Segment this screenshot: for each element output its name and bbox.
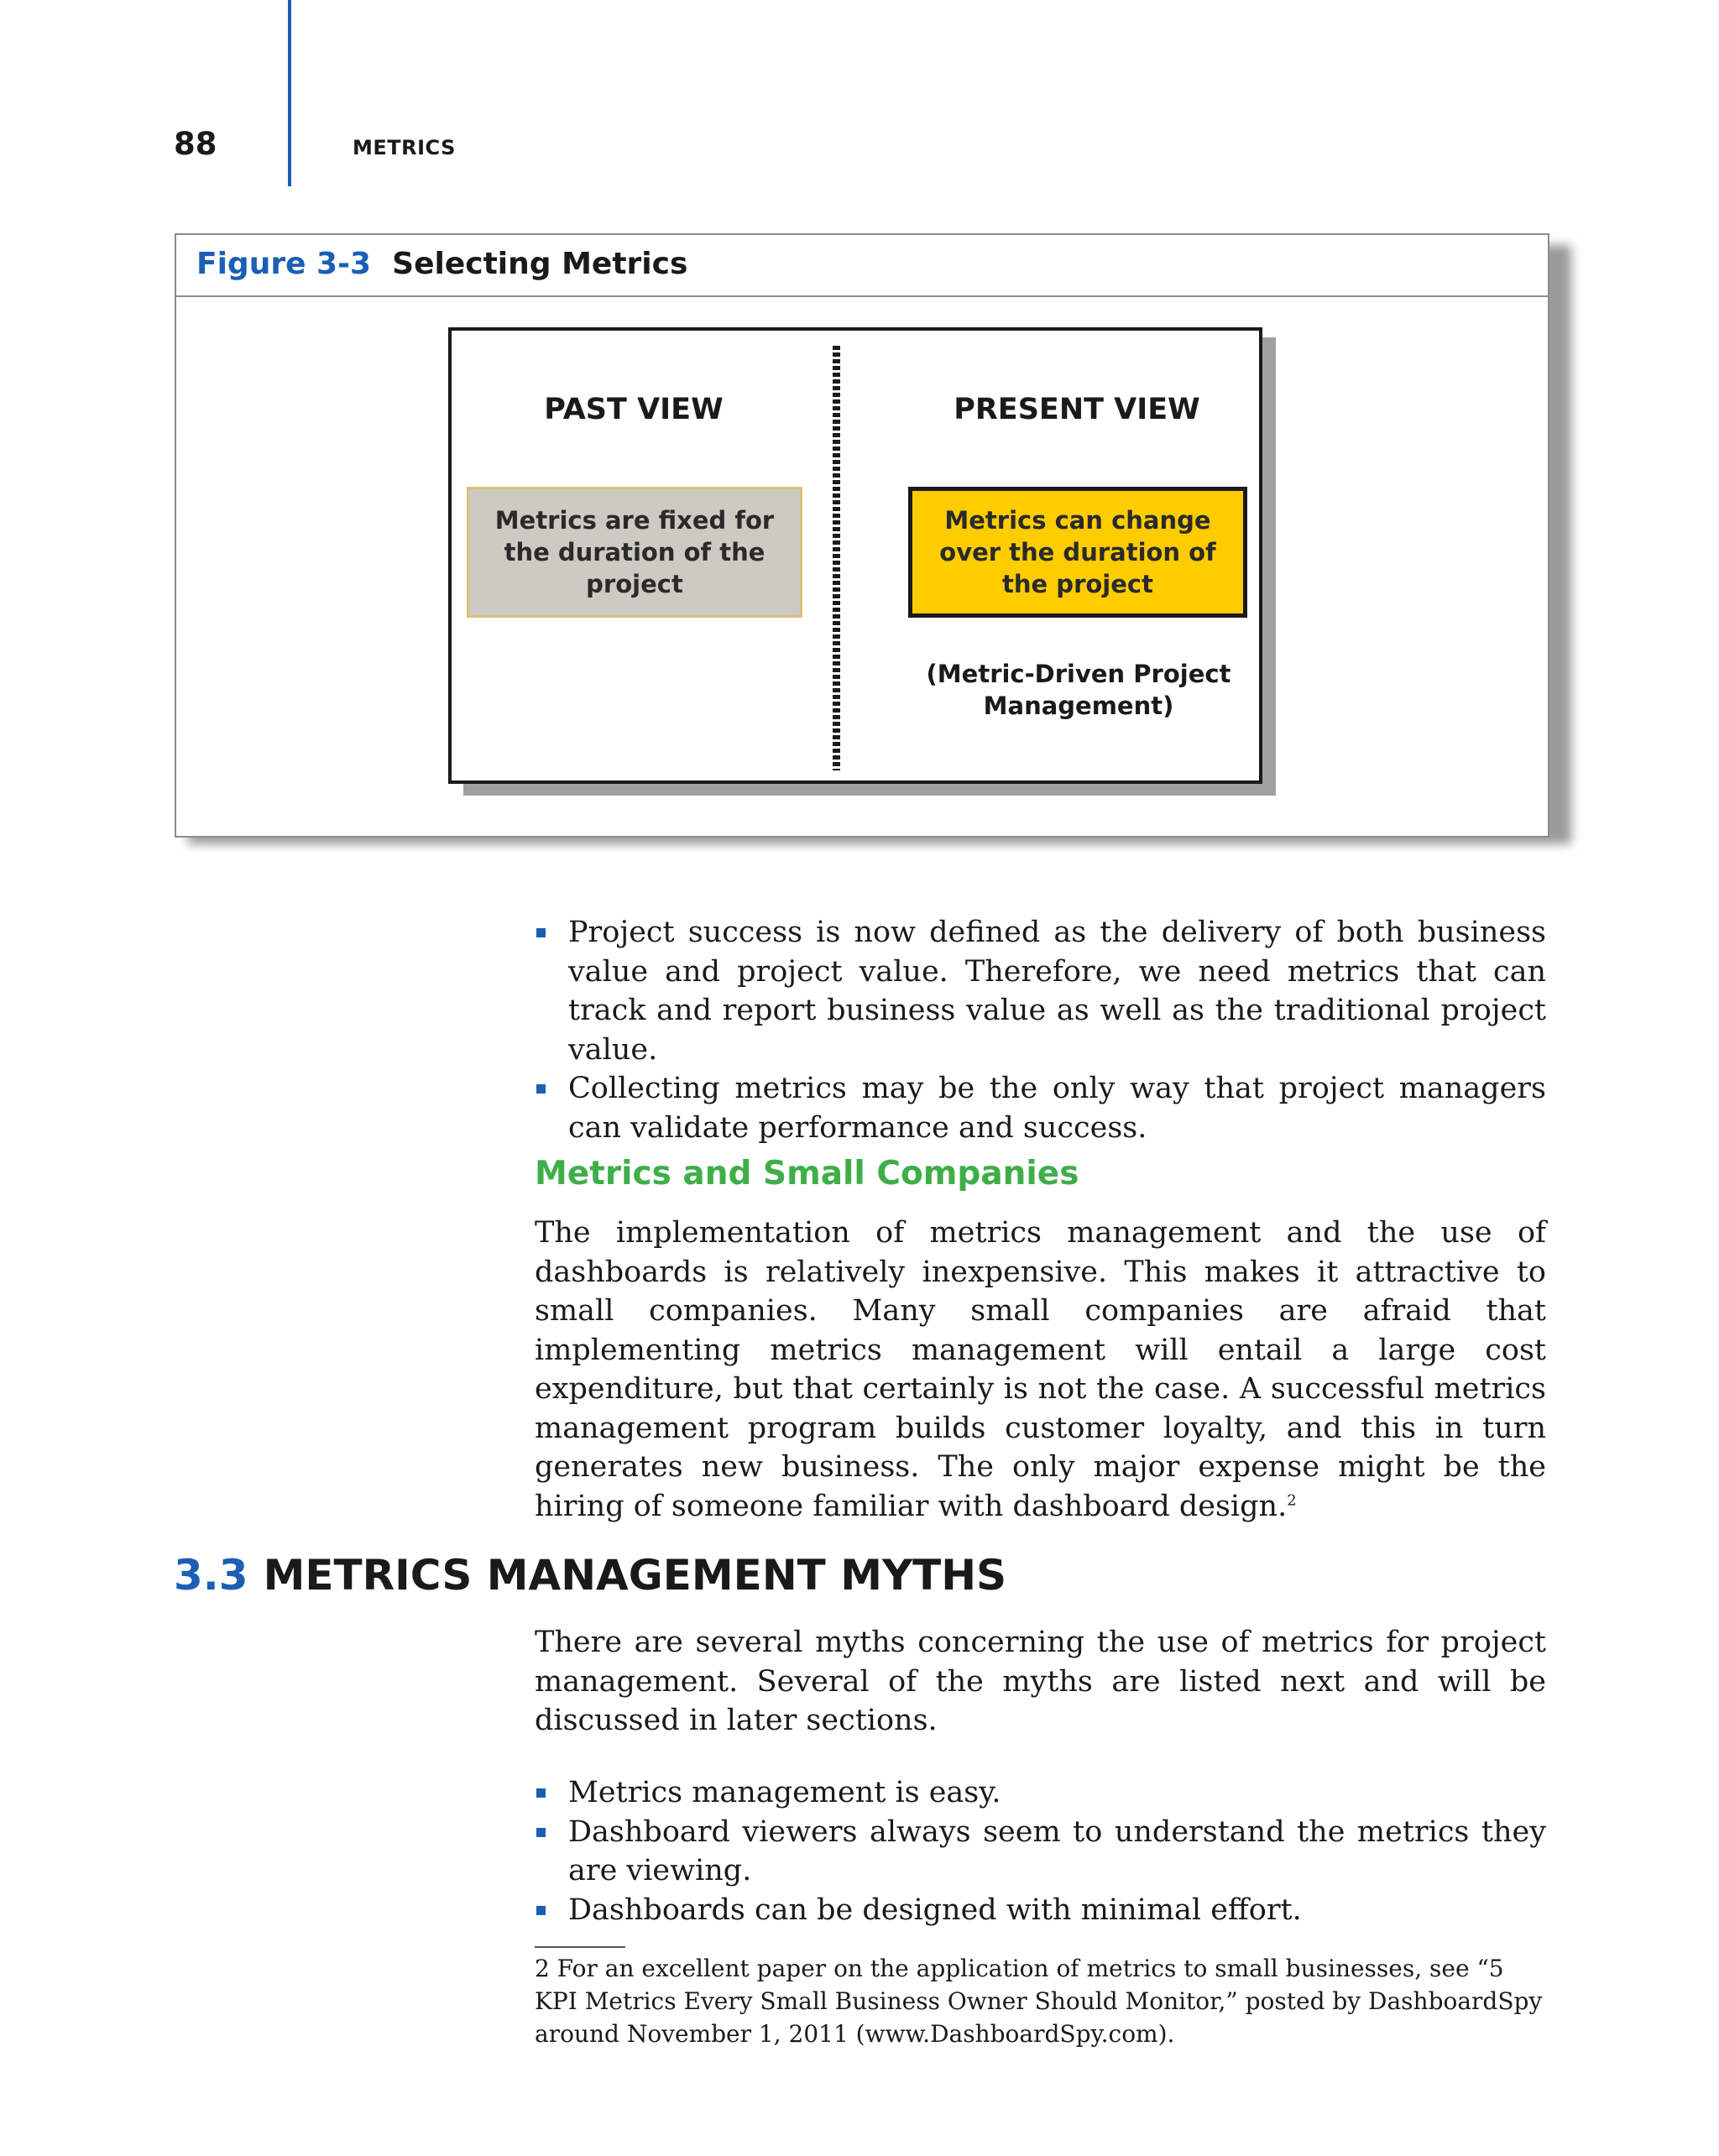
bullet-text: Dashboard viewers always seem to understand the metrics they are viewing. [568,1814,1546,1887]
section-title: METRICS MANAGEMENT MYTHS [263,1551,1007,1600]
footnote-rule [535,1946,625,1948]
section-paragraph: There are several myths concerning the use of metrics for project management. Several of the myths are listed next and will be discussed in later sections. [535,1626,1546,1737]
bullet-square-icon [536,1084,546,1094]
bullet-text: Project success is now defined as the delivery of both business value and project value. Therefore, we need metrics that can track and report business value as well as the traditional project value. [568,916,1546,1067]
bullet-list-success [535,913,1546,1147]
bullet-text: Collecting metrics may be the only way that project managers can validate performance and success. [568,1072,1546,1145]
dashed-divider [833,346,840,770]
footnote-text: For an excellent paper on the application of metrics to small businesses, see “5 KPI Metrics Every Small Business Owner Should Monitor,” posted by DashboardSpy around November 1, 2011 (www.DashboardSpy.com). [535,1955,1543,2048]
list-item [535,1891,1546,1930]
paragraph-text: The implementation of metrics management and the use of dashboards is relatively inexpensive. This makes it attractive to small companies. Many small companies are afraid that implementing metrics management will entail a large cost expenditure, but that certainly is not the case. A successful metrics management program builds customer loyalty, and this in turn generates new business. The only major expense might be the hiring of someone familiar with dashboard design. [535,1216,1546,1523]
bullet-list-myths [535,1773,1546,1929]
present-view-heading: PRESENT VIEW [954,393,1200,426]
present-view-note: (Metric-Driven Project Management) [926,660,1231,720]
subsection-paragraph [535,1214,1546,1526]
list-item [535,913,1546,1069]
footnote-reference[interactable]: 2 [1287,1490,1297,1509]
list-item [535,1773,1546,1813]
bullet-text: Metrics management is easy. [568,1776,1001,1809]
figure-number: Figure 3-3 [196,247,372,281]
bullet-square-icon [536,1788,546,1798]
bullet-square-icon [536,1906,546,1915]
section-heading [174,1551,1006,1600]
footnote [535,1952,1546,2050]
header-rule [288,0,291,186]
figure-caption [196,247,687,281]
figure-title-bar [176,235,1548,297]
present-view-box: Metrics can change over the duration of the project [908,487,1247,618]
subsection-heading: Metrics and Small Companies [535,1155,1079,1193]
bullet-text: Dashboards can be designed with minimal effort. [568,1892,1302,1927]
list-item [535,1069,1546,1147]
bullet-square-icon [536,928,546,937]
footnote-number: 2 [535,1955,550,1982]
bullet-square-icon [536,1828,546,1837]
page-number: 88 [174,126,217,162]
list-item [535,1813,1546,1891]
figure-title: Selecting Metrics [392,247,688,281]
past-view-heading: PAST VIEW [544,393,724,426]
running-head: METRICS [353,136,456,159]
past-view-box: Metrics are fixed for the duration of the project [467,487,802,618]
section-number: 3.3 [174,1551,248,1600]
